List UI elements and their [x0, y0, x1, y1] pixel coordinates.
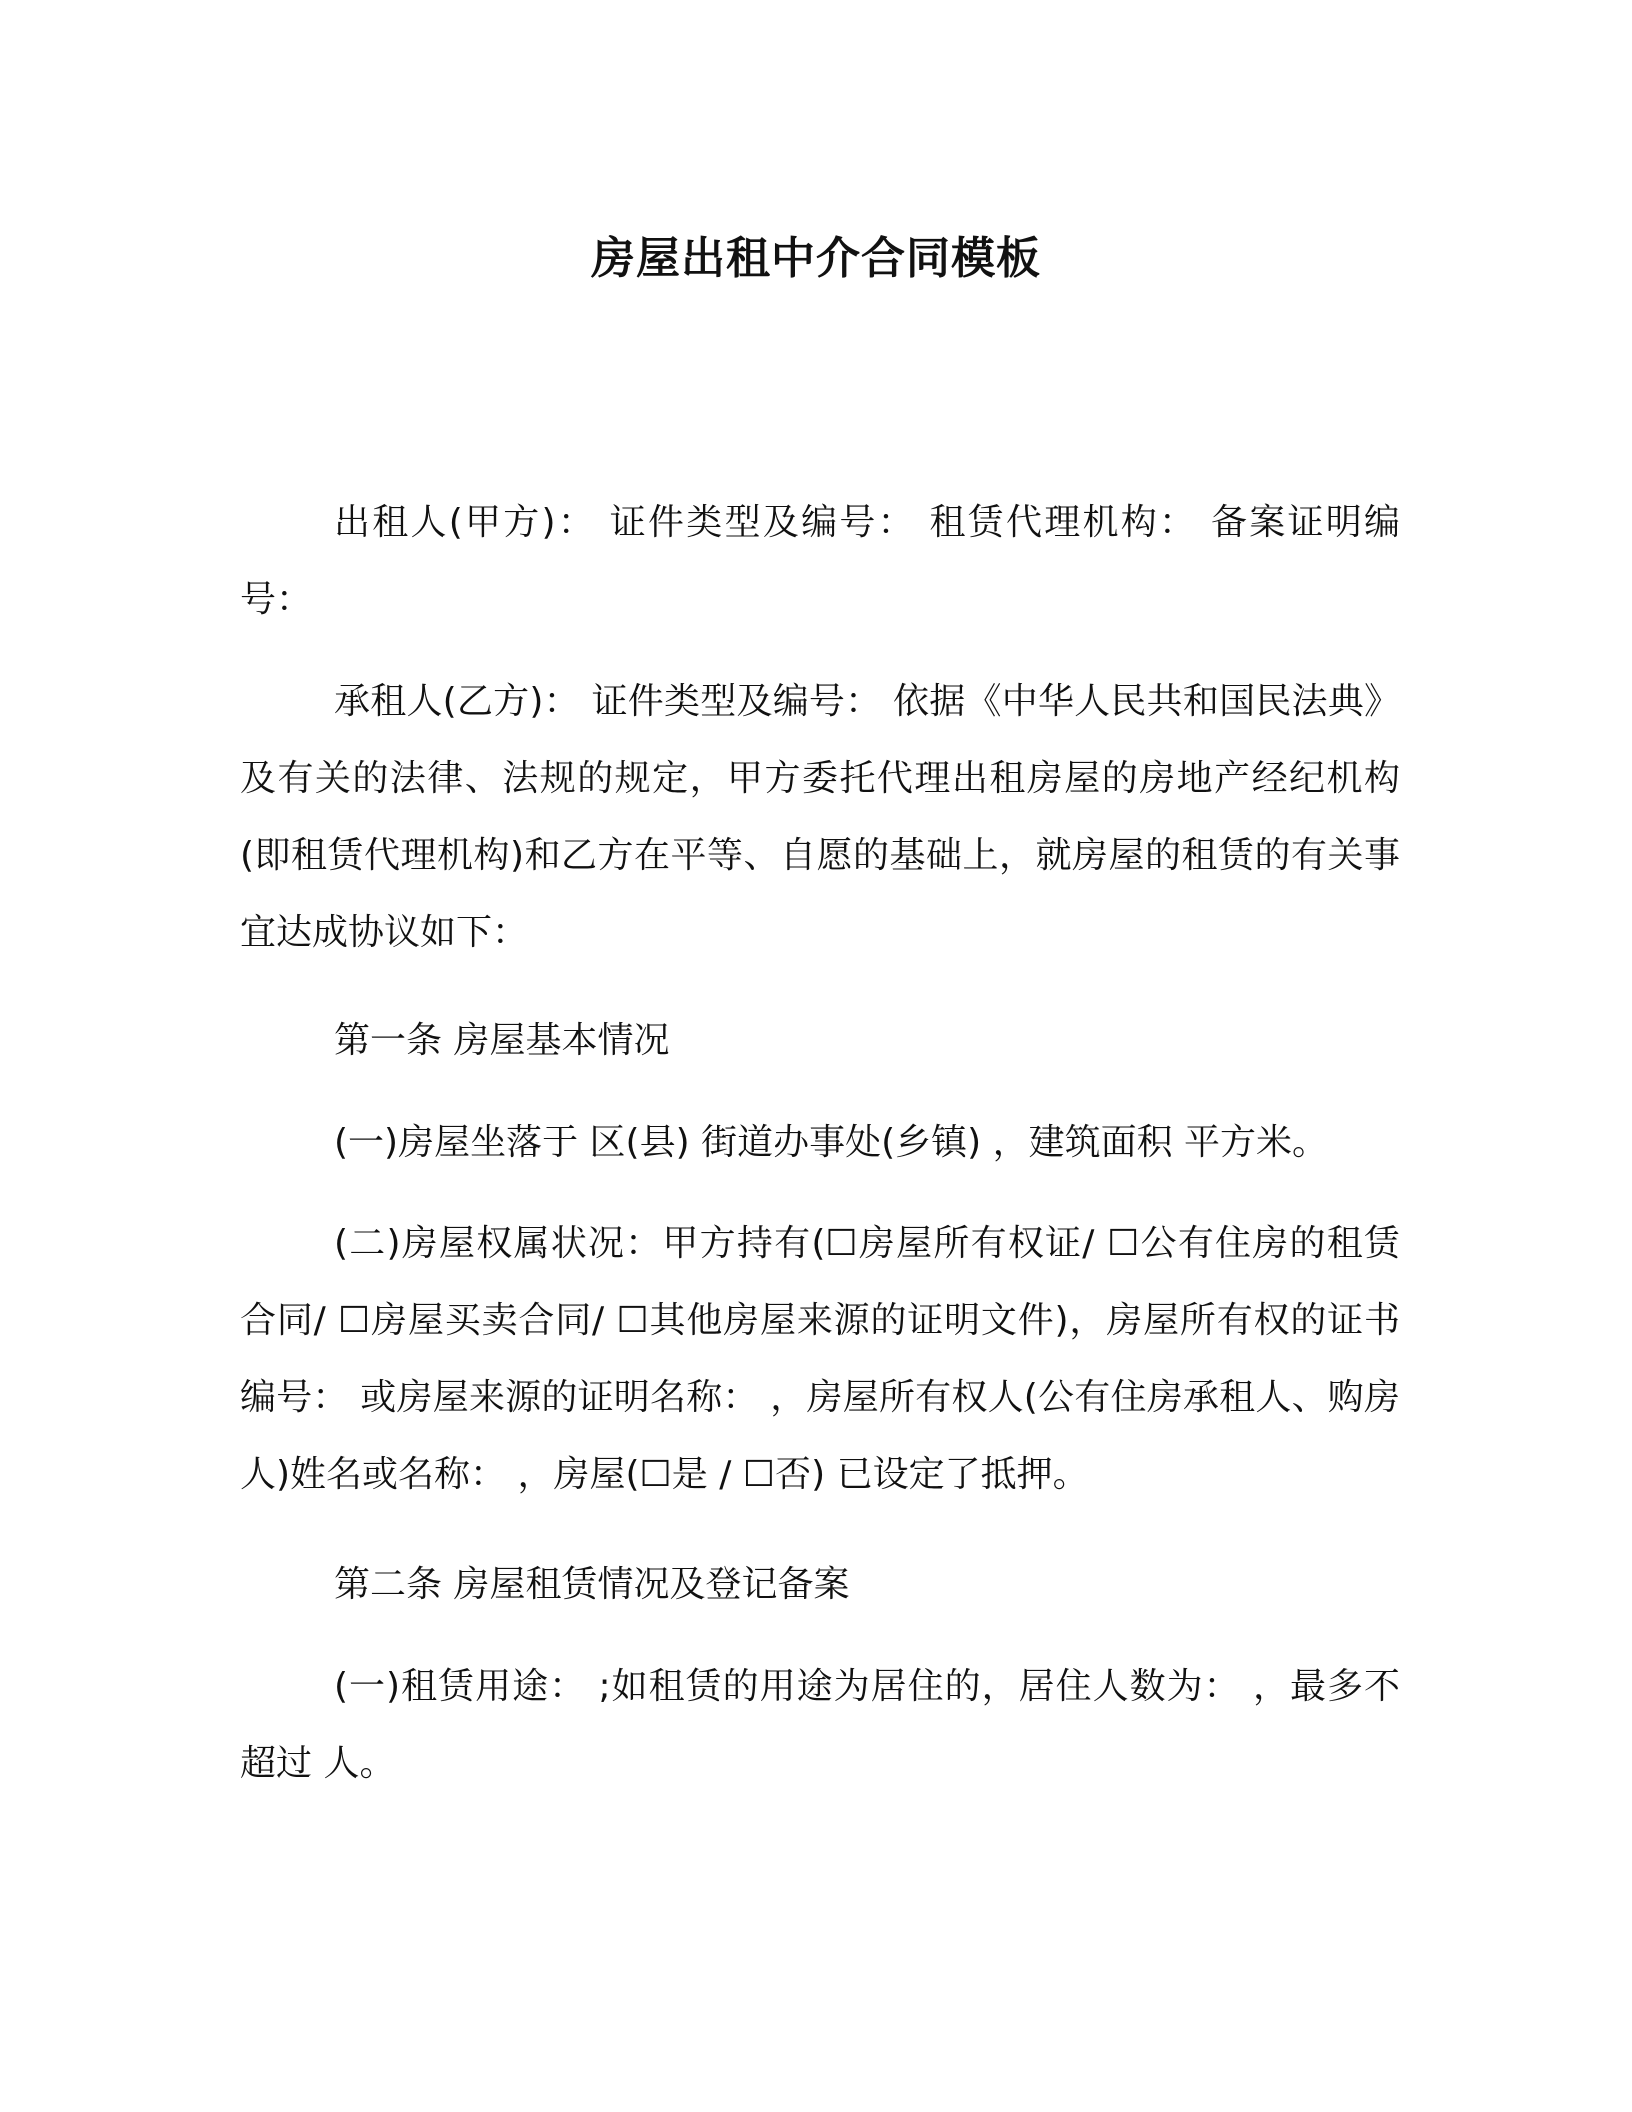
- article-1-clause-1: (一)房屋坐落于 区(县) 街道办事处(乡镇) ，建筑面积 平方米。: [334, 1122, 1329, 1163]
- paragraph-lessee-info: 承租人(乙方)： 证件类型及编号： 依据《中华人民共和国民法典》及有关的法律、法规的规定，甲方委托代理出租房屋的房地产经纪机构(即租赁代理机构)和乙方在平等、自愿的基础上，就房屋的租赁的有关事宜达成协议如下：: [240, 681, 1400, 953]
- document-title: 房屋出租中介合同模板: [591, 233, 1041, 284]
- article-2-heading: 第二条 房屋租赁情况及登记备案: [334, 1564, 850, 1605]
- article-1-clause-2: (二)房屋权属状况：甲方持有(☐房屋所有权证/ ☐公有住房的租赁合同/ ☐房屋买卖合同/ ☐其他房屋来源的证明文件)，房屋所有权的证书编号： 或房屋来源的证明名称： ，房屋所有权人(公有住房承租人、购房人)姓名或名称： ，房屋(☐是 / ☐否) 已设定了抵押。: [240, 1223, 1400, 1495]
- article-1-heading: 第一条 房屋基本情况: [334, 1020, 670, 1061]
- paragraph-lessor-info: 出租人(甲方)： 证件类型及编号： 租赁代理机构： 备案证明编号：: [240, 502, 1400, 620]
- article-2-clause-1: (一)租赁用途： ;如租赁的用途为居住的，居住人数为： ，最多不超过 人。: [240, 1666, 1400, 1784]
